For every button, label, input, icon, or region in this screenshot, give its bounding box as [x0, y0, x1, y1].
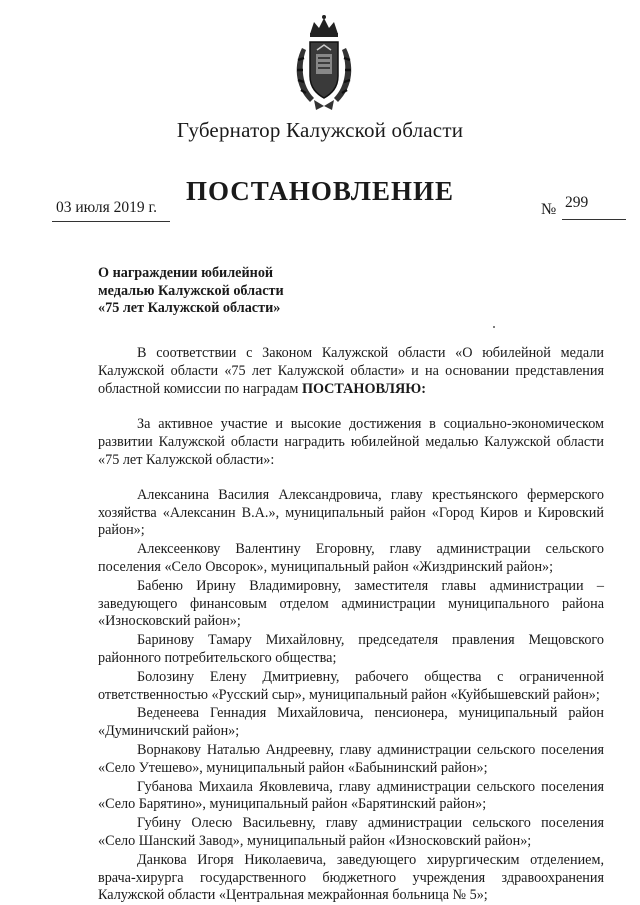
kaluga-coat-of-arms-icon: [288, 14, 360, 114]
intro-paragraph: [98, 345, 604, 398]
issuer-title: Губернатор Калужской области: [176, 118, 464, 142]
subject-line: О награждении юбилейной: [98, 265, 274, 281]
document-type-heading: ПОСТАНОВЛЕНИЕ: [185, 176, 455, 206]
awardee-item: Данкова Игоря Николаевича, заведующего хирургическим отделением, врача-хирурга государственного бюджетного учреждения здравоохранения Калужской области «Центральная межрайонная больница № 5»;: [98, 851, 604, 904]
subject-line: «75 лет Калужской области»: [98, 300, 281, 316]
intro-text: В соответствии с Законом Калужской области «О юбилейной медали Калужской области «75 лет Калужской области» и на основании представления областной комиссии по наградам: [98, 345, 604, 397]
intro-decree-word: ПОСТАНОВЛЯЮ:: [301, 380, 426, 397]
awardee-item: Ворнакову Наталью Андреевну, главу администрации сельского поселения «Село Утешево», муниципальный район «Бабынинский район»;: [98, 741, 604, 776]
document-number: 299: [565, 194, 589, 211]
awardee-item: Болозину Елену Дмитриевну, рабочего общества с ограниченной ответственностью «Русский сыр», муниципальный район «Куйбышевский район»;: [98, 668, 604, 703]
awardee-item: Баринову Тамару Михайловну, председателя правления Мещовского районного потребительского общества;: [98, 632, 604, 666]
subject-line: медалью Калужской области: [98, 282, 284, 299]
date-underline: [52, 221, 170, 222]
document-date: 03 июля 2019 г.: [56, 199, 157, 216]
awardee-item: Губину Олесю Васильевну, главу администрации сельского поселения «Село Шанский Завод», муниципальный район «Износковский район»;: [98, 815, 604, 849]
number-underline: [562, 219, 626, 220]
decision-paragraph: За активное участие и высокие достижения в социально-экономическом развитии Калужской области наградить юбилейной медалью Калужской области «75 лет Калужской области»:: [98, 416, 604, 468]
awardee-item: Губанова Михаила Яковлевича, главу администрации сельского поселения «Село Барятино», муниципальный район «Барятинский район»;: [98, 778, 604, 813]
document-body: [98, 345, 604, 905]
awardee-item: Алексеенкову Валентину Егоровну, главу администрации сельского поселения «Село Овсорок», муниципальный район «Жиздринский район»;: [98, 541, 604, 575]
awardee-item: Алексанина Василия Александровича, главу крестьянского фермерского хозяйства «Алексанин В.А.», муниципальный район «Город Киров и Кировский район»;: [98, 486, 604, 539]
awardee-item: Веденеева Геннадия Михайловича, пенсионера, муниципальный район «Думиничский район»;: [98, 705, 604, 740]
awardee-item: Бабеню Ирину Владимировну, заместителя главы администрации – заведующего финансовым отделом администрации муниципального района «Износковский район»;: [98, 577, 604, 630]
stray-dot: [493, 326, 495, 328]
number-label: №: [541, 201, 557, 218]
document-subject: [98, 265, 288, 318]
